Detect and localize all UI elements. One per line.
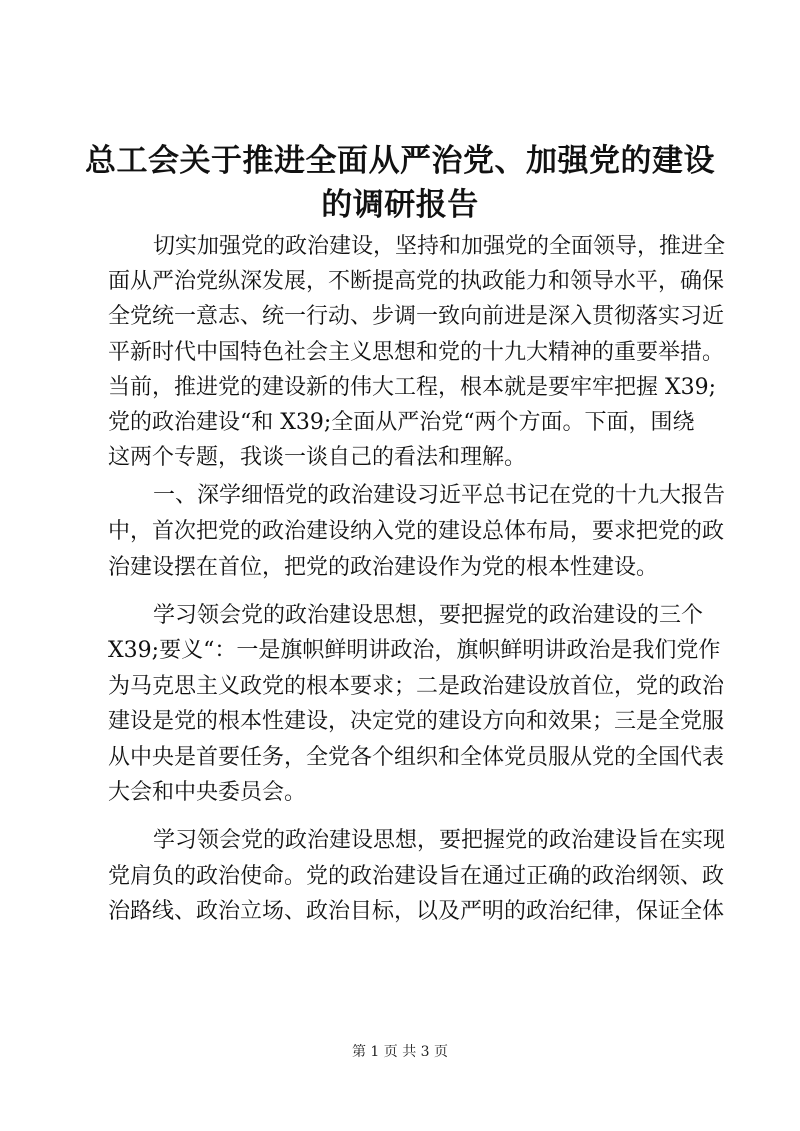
- paragraph-line: 从中央是首要任务，全党各个组织和全体党员服从党的全国代表: [108, 745, 725, 770]
- paragraph-line: 这两个专题，我谈一谈自己的看法和理解。: [108, 445, 527, 470]
- paragraph-line: 党的政治建设“和 X39;全面从严治党“两个方面。下面，围绕: [108, 410, 695, 435]
- paragraph-line: 平新时代中国特色社会主义思想和党的十九大精神的重要举措。: [108, 340, 725, 365]
- paragraph-line: 党肩负的政治使命。党的政治建设旨在通过正确的政治纲领、政: [108, 864, 725, 889]
- paragraph-line: 中，首次把党的政治建设纳入党的建设总体布局，要求把党的政: [108, 519, 725, 544]
- paragraph-line: 建设是党的根本性建设，决定党的建设方向和效果；三是全党服: [108, 709, 725, 734]
- paragraph-line: 当前，推进党的建设新的伟大工程，根本就是要牢牢把握 X39;: [108, 375, 717, 400]
- document-title-line-2: 的调研报告: [321, 187, 479, 223]
- paragraph-line: 治路线、政治立场、政治目标，以及严明的政治纪律，保证全体: [108, 899, 725, 924]
- paragraph-line: 全党统一意志、统一行动、步调一致向前进是深入贯彻落实习近: [108, 304, 725, 329]
- paragraph-line: 学习领会党的政治建设思想，要把握党的政治建设旨在实现: [153, 828, 726, 853]
- paragraph-line: 学习领会党的政治建设思想，要把握党的政治建设的三个: [153, 603, 704, 628]
- paragraph-line: 面从严治党纵深发展，不断提高党的执政能力和领导水平，确保: [108, 269, 725, 294]
- paragraph-line: 大会和中央委员会。: [108, 780, 307, 805]
- paragraph-line: 治建设摆在首位，把党的政治建设作为党的根本性建设。: [108, 555, 659, 580]
- document-title-line-1: 总工会关于推进全面从严治党、加强党的建设: [85, 143, 715, 179]
- paragraph-line: 切实加强党的政治建设，坚持和加强党的全面领导，推进全: [153, 234, 726, 259]
- paragraph-line: 为马克思主义政党的根本要求；二是政治建设放首位，党的政治: [108, 674, 725, 699]
- page-number-footer: 第 1 页 共 3 页: [351, 1044, 449, 1060]
- paragraph-line: X39;要义“：一是旗帜鲜明讲政治，旗帜鲜明讲政治是我们党作: [108, 638, 721, 663]
- paragraph-line: 一、深学细悟党的政治建设习近平总书记在党的十九大报告: [153, 483, 726, 508]
